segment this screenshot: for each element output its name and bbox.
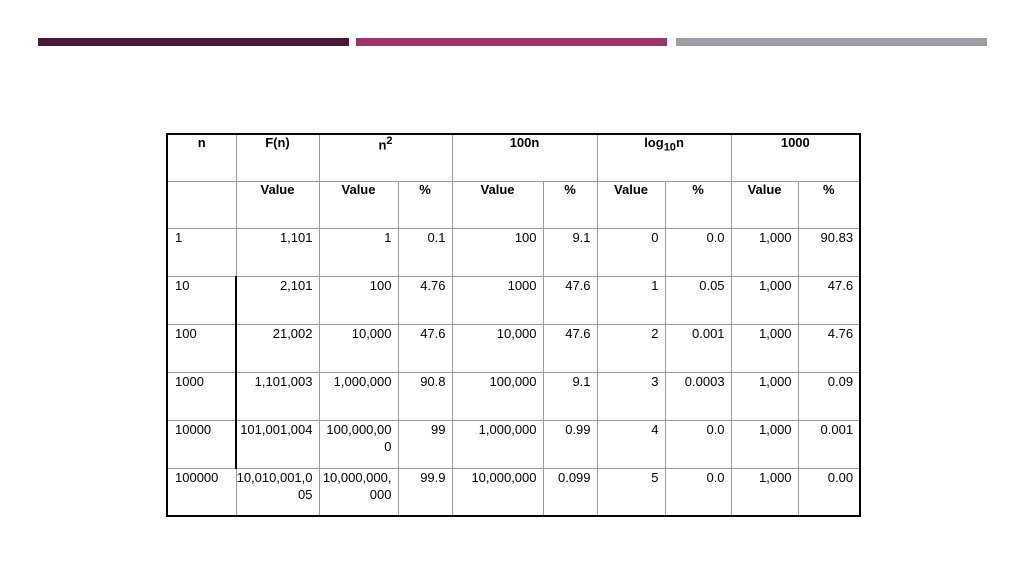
- cell-1000-value: 1,000: [731, 228, 798, 276]
- cell-log-value: 1: [597, 276, 665, 324]
- cell-log-percent: 0.05: [665, 276, 731, 324]
- cell-n: 10: [167, 276, 236, 324]
- cell-log-value: 4: [597, 420, 665, 468]
- subheader-100n-percent: %: [543, 181, 597, 228]
- cell-fn: 2,101: [236, 276, 319, 324]
- subheader-fn-value: Value: [236, 181, 319, 228]
- table-row: [167, 372, 860, 420]
- header-row: [167, 134, 860, 181]
- cell-n2-percent: 47.6: [398, 324, 452, 372]
- table-row: [167, 324, 860, 372]
- subheader-empty: [167, 181, 236, 228]
- cell-100n-percent: 9.1: [543, 372, 597, 420]
- cell-100n-percent: 9.1: [543, 228, 597, 276]
- cell-n: 1000: [167, 372, 236, 420]
- cell-log-percent: 0.001: [665, 324, 731, 372]
- cell-1000-value: 1,000: [731, 324, 798, 372]
- cell-fn: 21,002: [236, 324, 319, 372]
- cell-n2-percent: 90.8: [398, 372, 452, 420]
- cell-log-percent: 0.0: [665, 420, 731, 468]
- cell-log-value: 0: [597, 228, 665, 276]
- cell-n2-percent: 0.1: [398, 228, 452, 276]
- cell-1000-value: 1,000: [731, 372, 798, 420]
- header-fn: F(n): [236, 134, 319, 181]
- cell-100n-percent: 0.99: [543, 420, 597, 468]
- cell-n2-percent: 4.76: [398, 276, 452, 324]
- cell-n: 10000: [167, 420, 236, 468]
- cell-100n-percent: 47.6: [543, 324, 597, 372]
- accent-bar-dark: [38, 38, 349, 46]
- cell-100n-value: 10,000: [452, 324, 543, 372]
- header-1000: 1000: [731, 134, 860, 181]
- cell-n2-value: 100,000,000: [319, 420, 398, 468]
- subheader-log-value: Value: [597, 181, 665, 228]
- accent-bar-magenta: [356, 38, 667, 46]
- cell-n2-percent: 99: [398, 420, 452, 468]
- cell-1000-percent: 90.83: [798, 228, 860, 276]
- cell-n: 100: [167, 324, 236, 372]
- cell-1000-value: 1,000: [731, 276, 798, 324]
- cell-n2-percent: 99.9: [398, 468, 452, 516]
- cell-fn: 101,001,004: [236, 420, 319, 468]
- cell-log-percent: 0.0003: [665, 372, 731, 420]
- cell-100n-percent: 0.099: [543, 468, 597, 516]
- cell-100n-value: 10,000,000: [452, 468, 543, 516]
- cell-n2-value: 1,000,000: [319, 372, 398, 420]
- header-n: n: [167, 134, 236, 181]
- cell-1000-percent: 4.76: [798, 324, 860, 372]
- subheader-log-percent: %: [665, 181, 731, 228]
- subheader-100n-value: Value: [452, 181, 543, 228]
- table-row: [167, 228, 860, 276]
- complexity-table: [166, 133, 861, 517]
- cell-log-percent: 0.0: [665, 468, 731, 516]
- cell-100n-value: 100,000: [452, 372, 543, 420]
- cell-log-value: 2: [597, 324, 665, 372]
- table-row: [167, 276, 860, 324]
- cell-1000-value: 1,000: [731, 420, 798, 468]
- cell-100n-value: 1,000,000: [452, 420, 543, 468]
- accent-bar-gray: [676, 38, 987, 46]
- cell-n: 100000: [167, 468, 236, 516]
- subheader-row: [167, 181, 860, 228]
- subheader-1000-percent: %: [798, 181, 860, 228]
- cell-100n-value: 1000: [452, 276, 543, 324]
- cell-1000-percent: 47.6: [798, 276, 860, 324]
- cell-log-value: 5: [597, 468, 665, 516]
- header-100n: 100n: [452, 134, 597, 181]
- cell-n2-value: 100: [319, 276, 398, 324]
- cell-1000-percent: 0.09: [798, 372, 860, 420]
- cell-log-value: 3: [597, 372, 665, 420]
- header-n-squared: $n^2$: [319, 134, 452, 181]
- table-row: [167, 468, 860, 516]
- cell-n2-value: 1: [319, 228, 398, 276]
- cell-fn: 1,101,003: [236, 372, 319, 420]
- cell-100n-value: 100: [452, 228, 543, 276]
- subheader-n2-percent: %: [398, 181, 452, 228]
- cell-fn: 10,010,001,005: [236, 468, 319, 516]
- cell-100n-percent: 47.6: [543, 276, 597, 324]
- subheader-n2-value: Value: [319, 181, 398, 228]
- cell-1000-percent: 0.001: [798, 420, 860, 468]
- cell-n2-value: 10,000,000,000: [319, 468, 398, 516]
- cell-fn: 1,101: [236, 228, 319, 276]
- cell-1000-value: 1,000: [731, 468, 798, 516]
- cell-1000-percent: 0.00: [798, 468, 860, 516]
- subheader-1000-value: Value: [731, 181, 798, 228]
- cell-n2-value: 10,000: [319, 324, 398, 372]
- cell-log-percent: 0.0: [665, 228, 731, 276]
- cell-n: 1: [167, 228, 236, 276]
- header-log10n: $\log_{10}n$: [597, 134, 731, 181]
- table-row: [167, 420, 860, 468]
